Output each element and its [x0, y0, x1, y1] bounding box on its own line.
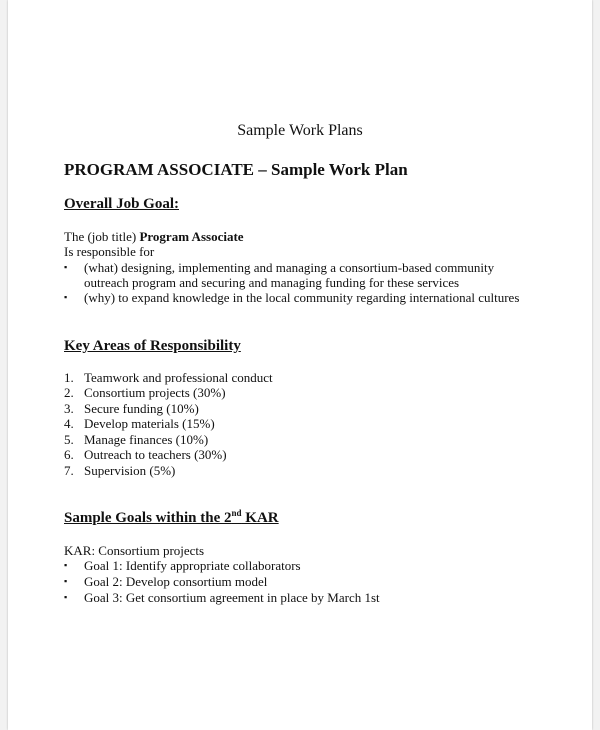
job-title-prefix: The (job title): [64, 229, 140, 244]
goal-bullet-text: (what) designing, implementing and managing a consortium-based community: [84, 260, 495, 275]
kar-line: KAR: Consortium projects: [64, 543, 205, 558]
sample-goals-heading-suffix: KAR: [241, 510, 279, 526]
list-number: 1.: [64, 370, 74, 385]
goal-bullet-text: (why) to expand knowledge in the local community regarding international cultures: [84, 290, 520, 305]
list-number: 7.: [64, 463, 74, 478]
document-title: Sample Work Plans: [237, 122, 363, 139]
goal-text: Goal 1: Identify appropriate collaborators: [84, 558, 301, 573]
main-heading: PROGRAM ASSOCIATE – Sample Work Plan: [64, 160, 408, 179]
bullet-icon: ▪: [64, 560, 68, 570]
list-number: 6.: [64, 447, 74, 462]
key-area-text: Manage finances (10%): [84, 432, 209, 447]
key-area-text: Secure funding (10%): [84, 401, 199, 416]
bullet-icon: ▪: [64, 576, 68, 586]
key-area-text: Develop materials (15%): [84, 416, 215, 431]
key-area-text: Outreach to teachers (30%): [84, 447, 227, 462]
ordinal-suffix: nd: [231, 508, 242, 518]
job-title-line: [64, 229, 244, 244]
list-number: 5.: [64, 432, 74, 447]
goal-bullet-text: outreach program and securing and managing funding for these services: [84, 275, 460, 290]
list-number: 4.: [64, 416, 74, 431]
document-page: [8, 0, 592, 730]
key-area-text: Consortium projects (30%): [84, 385, 226, 400]
sample-goals-heading: [64, 510, 279, 527]
sample-goals-heading-prefix: Sample Goals within the 2: [64, 510, 232, 526]
bullet-icon: ▪: [64, 592, 68, 602]
key-area-text: Supervision (5%): [84, 463, 176, 478]
job-title-value: Program Associate: [139, 229, 244, 244]
goal-text: Goal 2: Develop consortium model: [84, 574, 268, 589]
list-number: 2.: [64, 385, 74, 400]
key-area-text: Teamwork and professional conduct: [84, 370, 273, 385]
key-areas-heading: Key Areas of Responsibility: [64, 338, 241, 354]
list-number: 3.: [64, 401, 74, 416]
overall-goal-heading: Overall Job Goal:: [64, 196, 179, 212]
bullet-icon: ▪: [64, 262, 68, 272]
goal-text: Goal 3: Get consortium agreement in place by March 1st: [84, 590, 380, 605]
responsible-for-line: Is responsible for: [64, 244, 155, 259]
bullet-icon: ▪: [64, 292, 68, 302]
